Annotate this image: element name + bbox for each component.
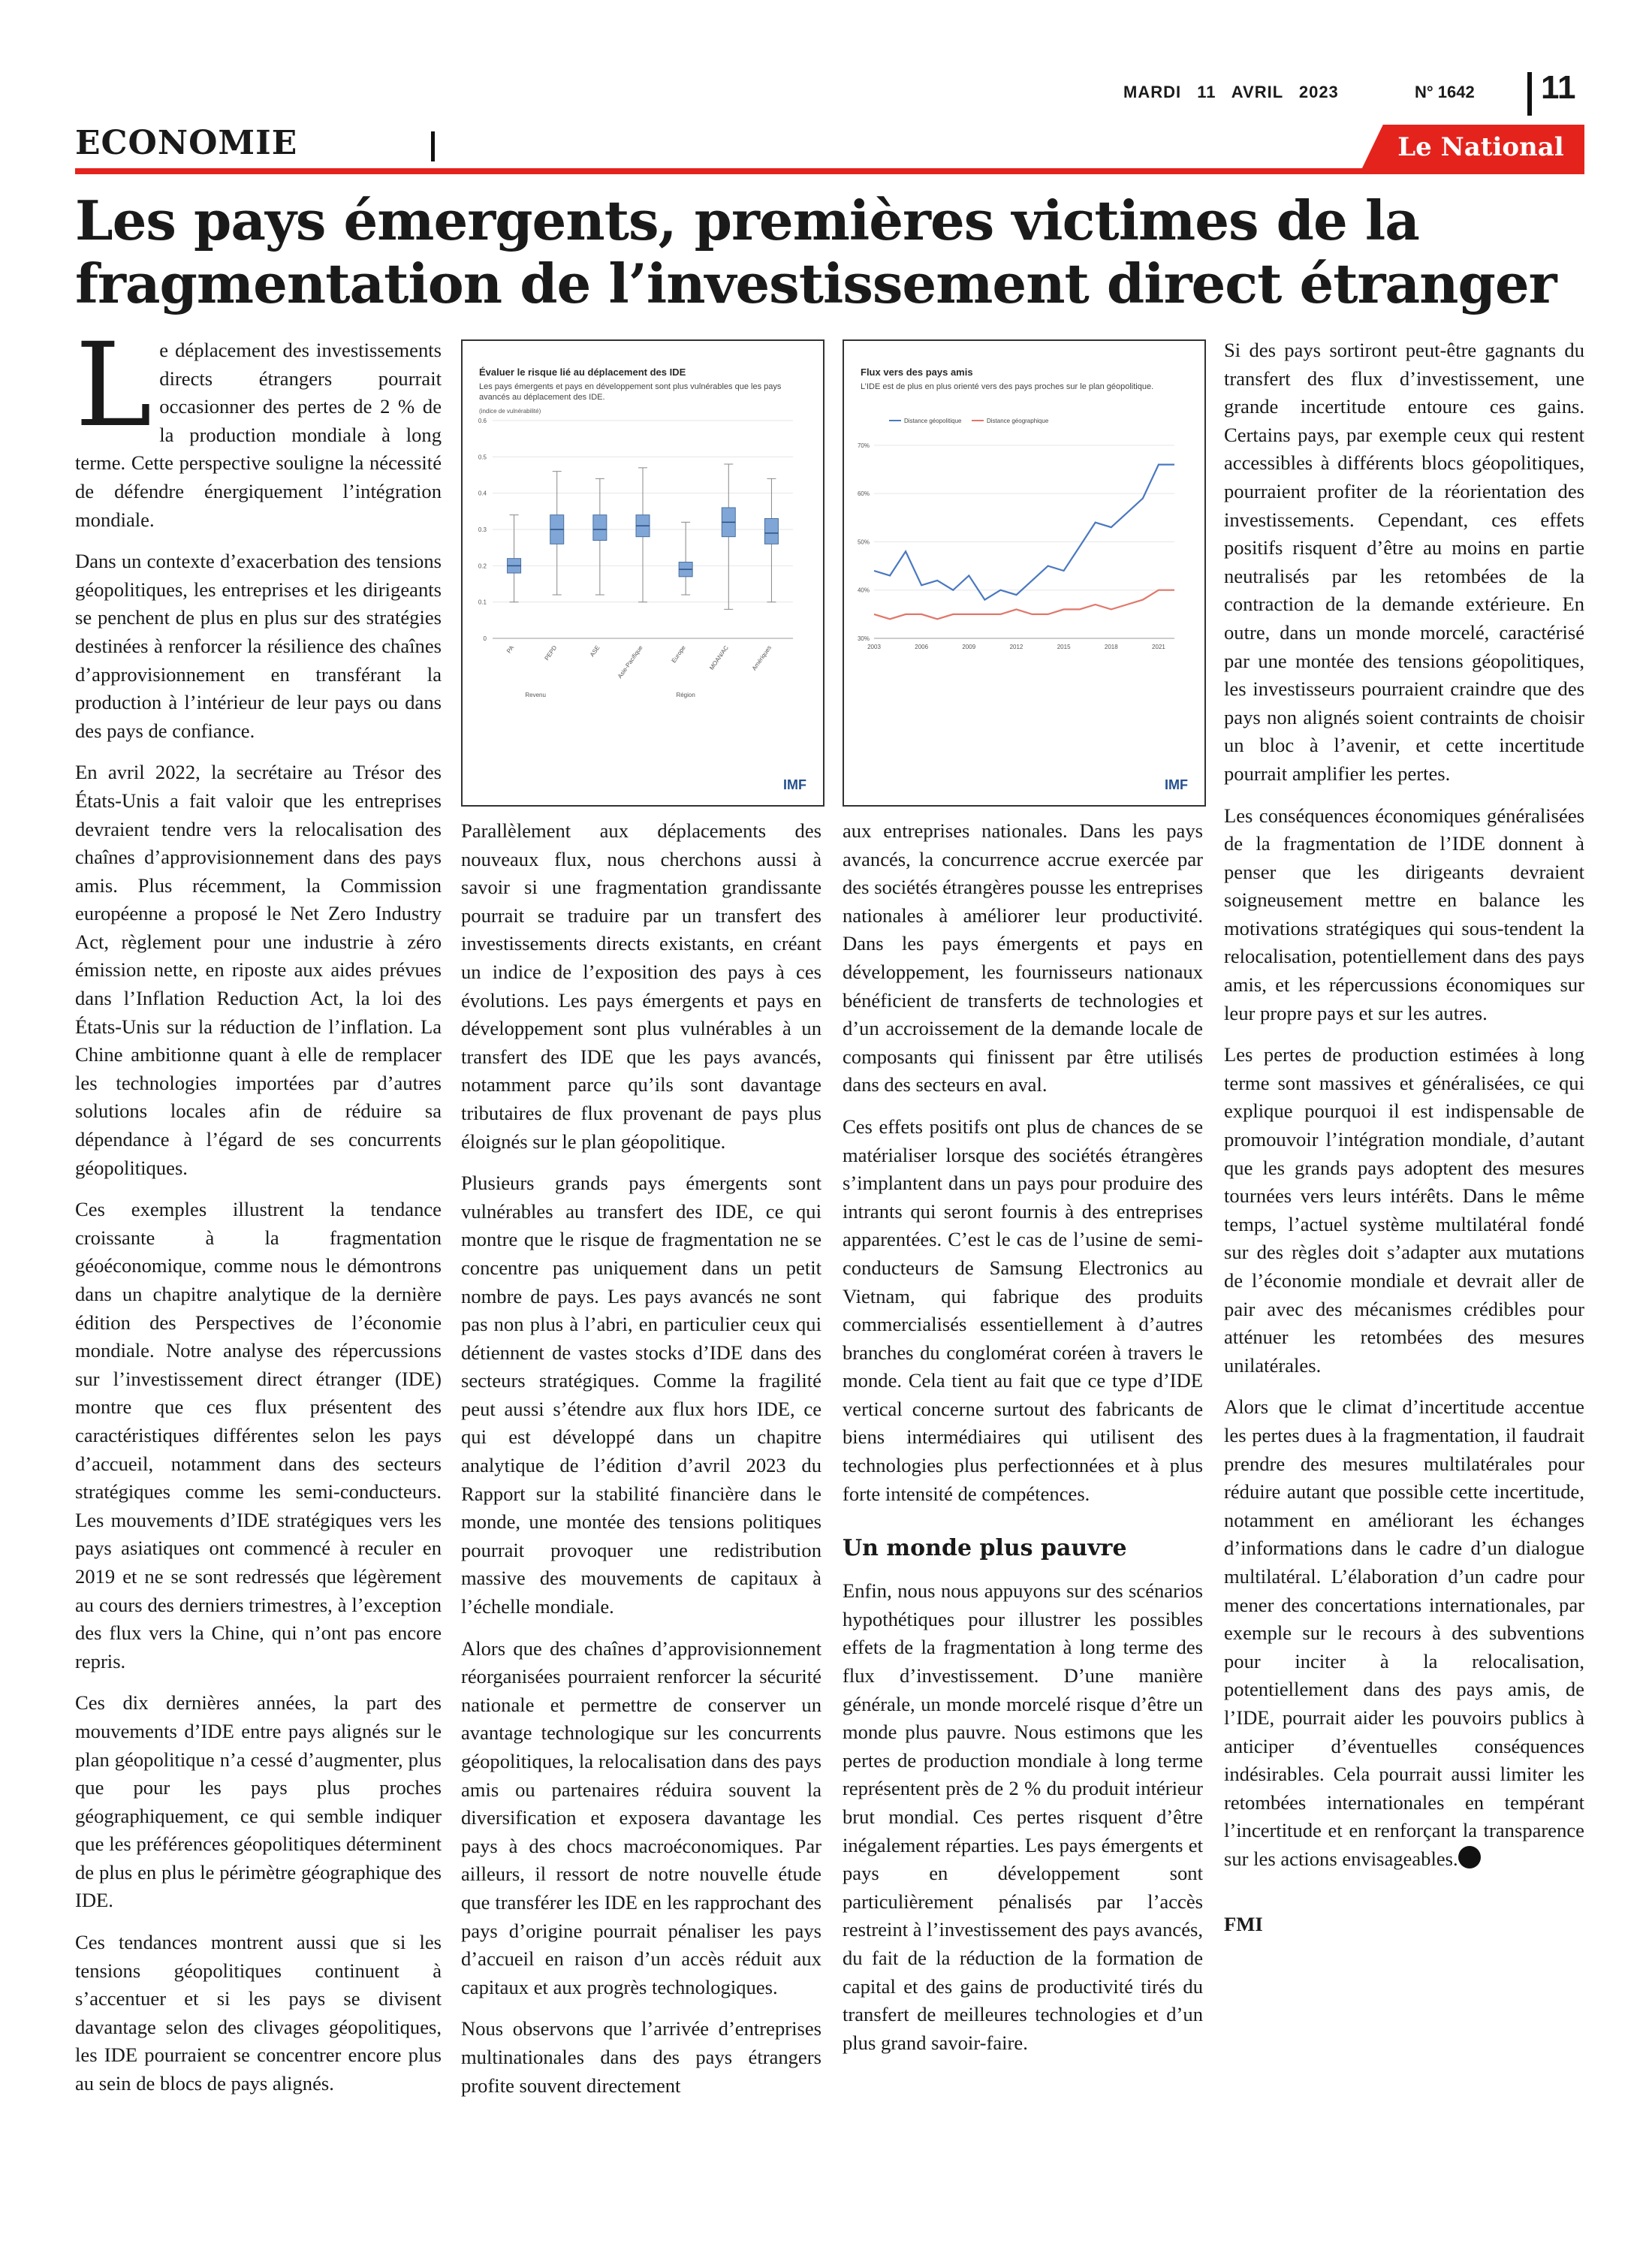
- paragraph: Alors que des chaînes d’approvisionnement réorganisées pourraient renforcer la sécurité nationale et permettre de conserver un avantage technologique sur les concurrents géopolitiques, la relocalisation dans des pays amis ou partenaires réduira souvent la diversification et exposera davantage les pays à des chocs macroéconomiques. Par ailleurs, il ressort de notre nouvelle étude que transférer les IDE en les rapprochant des pays d’origine pourrait pénaliser les pays d’accueil en raison d’un accès réduit aux capitaux et aux progrès technologiques.: [461, 1636, 821, 1998]
- article-column-4: [1224, 336, 1584, 1939]
- x-tick-label: MOAN/AC: [708, 644, 730, 671]
- section-title: ECONOMIE: [75, 124, 298, 162]
- section-divider: [431, 131, 435, 161]
- paragraph: [1224, 1393, 1584, 1873]
- x-tick-label: 2015: [1057, 644, 1071, 650]
- paragraph: aux entreprises nationales. Dans les pays avancés, la concurrence accrue exercée par des sociétés étrangères pousse les entreprises nationales à améliorer leur productivité. Dans les pays émergents et pays en développement, les fournisseurs nationaux bénéficient de transferts de technologies et d’un accroissement de la demande locale de composants qui finissent par être utilisés dans des secteurs en aval.: [843, 819, 1203, 1096]
- brand-name: Le National: [1397, 132, 1564, 162]
- x-tick-label: 2018: [1104, 644, 1118, 650]
- legend-label: Distance géographique: [987, 418, 1049, 424]
- paragraph: Enfin, nous nous appuyons sur des scénarios hypothétiques pour illustrer les possibles effets de la fragmentation à long terme des flux d’investissement. D’une manière générale, un monde morcelé risque d’être un monde plus pauvre. Nous estimons que les pertes de production mondiale à long terme représentent près de 2 % du produit intérieur brut mondial. Ces pertes risquent d’être inégalement réparties. Les pays émergents et pays en développement sont particulièrement pénalisés par l’accès restreint à l’investissement des pays avancés, du fait de la réduction de la formation de capital et des gains de productivité tirés du transfert de meilleures technologies et d’un plus grand savoir-faire.: [843, 1579, 1204, 2054]
- end-mark-icon: [1458, 1846, 1481, 1868]
- x-tick-label: Amériques: [750, 644, 773, 672]
- article-signature: FMI: [1224, 1913, 1263, 1936]
- drop-cap: L: [75, 318, 152, 453]
- imf-logo: IMF: [1165, 777, 1188, 792]
- paragraph: Dans un contexte d’exacerbation des tensions géopolitiques, les entreprises et les dirigeants se penchent de plus en plus sur des stratégies destinées à renforcer la résilience des chaînes d’approvisionnement en transférant la production à l’intérieur de leur pays ou dans des pays de confiance.: [75, 550, 442, 742]
- x-tick-label: 2009: [962, 644, 976, 650]
- paragraph: Plusieurs grands pays émergents sont vulnérables au transfert des IDE, ce qui montre que le risque de fragmentation ne se concentre pas uniquement dans un petit nombre de pays. Les pays avancés ne sont pas non plus à l’abri, en particulier ceux qui détiennent de vastes stocks d’IDE dans des secteurs stratégiques. Comme la fragilité peut aussi s’étendre aux flux hors IDE, ce qui est développé dans un chapitre analytique de l’édition d’avril 2023 du Rapport sur la stabilité financière dans le monde, une montée des tensions politiques pourrait provoquer une redistribution massive des mouvements de capitaux à l’échelle mondiale.: [461, 1172, 821, 1618]
- series-line: [874, 465, 1174, 600]
- y-tick-label: 0.5: [478, 454, 487, 461]
- y-tick-label: 0: [483, 635, 487, 642]
- y-tick-label: 60%: [857, 490, 870, 498]
- paragraph: Ces effets positifs ont plus de chances de se matérialiser lorsque des sociétés étrangères s’implantent dans un pays pour produire des intrants qui seront fournis à des entreprises apparentées. C’est le cas de l’usine de semi-conducteurs de Samsung Electronics au Vietnam, qui fabrique des produits commercialisés essentiellement à d’autres branches du conglomérat coréen à travers le monde. Cela tient au fait que ce type d’IDE vertical concerne surtout des fabricants de biens intermédiaires qui utilisent des technologies plus perfectionnées et à plus forte intensité de compétences.: [843, 1114, 1203, 1505]
- figure-friendly-flows-chart: [843, 339, 1206, 807]
- chart-subtitle: L’IDE est de plus en plus orienté vers des pays proches sur le plan géopolitique.: [861, 382, 1154, 391]
- paragraph: [75, 318, 442, 534]
- chart-title: Flux vers des pays amis: [861, 366, 973, 378]
- x-tick-label: Europe: [670, 644, 687, 665]
- y-tick-label: 50%: [857, 538, 870, 546]
- paragraph: Ces tendances montrent aussi que si les tensions géopolitiques continuent à s’accentuer et si les pays se divisent davantage selon des clivages géopolitiques, les IDE pourraient se concentrer encore plus au sein de blocs de pays alignés.: [75, 1931, 442, 2095]
- paragraph: Les pertes de production estimées à long terme sont massives et généralisées, ce qui explique pourquoi il est indispensable de promouvoir l’intégration mondiale, d’autant que les grands pays adoptent des mesures tournées vers leurs intérêts. Dans le même temps, l’actuel système multilatéral fondé sur des règles doit s’adapter aux mutations de l’économie mondiale et devrait aller de pair avec des mécanismes crédibles pour atténuer les retombées des mesures unilatérales.: [1224, 1043, 1584, 1377]
- y-tick-label: 70%: [857, 442, 870, 449]
- y-tick-label: 0.6: [478, 418, 487, 424]
- imf-logo: IMF: [783, 777, 806, 792]
- issue-date: MARDI 11 AVRIL 2023: [1123, 83, 1339, 101]
- paragraph: Si des pays sortiront peut-être gagnants du transfert des flux d’investissement, une grande incertitude entoure ces gains. Certains pays, par exemple ceux qui restent accessibles à différents blocs géopolitiques, pourraient profiter de la réorientation des investissements. Cependant, ces effets positifs risquent d’être au moins en partie neutralisés par les retombées de la contraction de la demande extérieure. En outre, dans un monde morcelé, caractérisé par une montée des tensions géopolitiques, les investisseurs pourraient craindre que des pays non alignés soient contraints de choisir un bloc à l’avenir, et cette incertitude pourrait amplifier les pertes.: [1224, 339, 1584, 785]
- x-tick-label: 2012: [1009, 644, 1023, 650]
- article-column-3: [843, 817, 1203, 2071]
- box-plot-chart: [463, 408, 820, 728]
- legend-label: Distance géopolitique: [904, 418, 962, 424]
- article-column-2: [461, 817, 821, 2113]
- line-chart: [844, 413, 1201, 728]
- page-number: 11: [1541, 69, 1576, 106]
- figure-vulnerability-chart: [461, 339, 824, 807]
- y-tick-label: 0.1: [478, 599, 487, 606]
- box: [764, 519, 778, 544]
- x-tick-label: Asie-Pacifique: [616, 644, 644, 680]
- x-tick-label: ASE: [588, 644, 601, 659]
- y-tick-label: 0.2: [478, 562, 487, 570]
- box: [593, 515, 607, 541]
- y-tick-label: 30%: [857, 635, 870, 642]
- section-subheading: Un monde plus pauvre: [843, 1535, 1127, 1562]
- chart-title: Évaluer le risque lié au déplacement des IDE: [479, 366, 686, 378]
- x-tick-label: 2003: [867, 644, 881, 650]
- group-label: Revenu: [525, 692, 546, 698]
- y-axis-label: (indice de vulnérabilité): [479, 408, 541, 415]
- y-tick-label: 40%: [857, 587, 870, 594]
- paragraph: En avril 2022, la secrétaire au Trésor des États-Unis a fait valoir que les entreprises devraient tendre vers la relocalisation des chaînes d’approvisionnement dans des pays amis. Plus récemment, la Commission européenne a proposé le Net Zero Industry Act, règlement pour une industrie à zéro émission nette, en riposte aux aides prévues dans l’Inflation Reduction Act, la loi des États-Unis sur la réduction de l’inflation. La Chine ambitionne quant à elle de remplacer les technologies importées par d’autres solutions locales afin de réduire sa dépendance à l’égard de ses concurrents géopolitiques.: [75, 761, 442, 1179]
- x-tick-label: 2021: [1152, 644, 1165, 650]
- article-headline: Les pays émergents, premières victimes de la fragmentation de l’investissement direct étranger: [75, 189, 1557, 315]
- x-tick-label: 2006: [915, 644, 929, 650]
- chart-subtitle: Les pays émergents et pays en développement sont plus vulnérables que les pays avancés au déplacement des IDE.: [479, 382, 782, 402]
- paragraph-text: Alors que le climat d’incertitude accentue les pertes dues à la fragmentation, il faudrait prendre des mesures multilatérales pour réduire autant que possible cette incertitude, notamment en améliorant les échanges d’informations dans le cadre d’un dialogue multilatéral. L’élaboration d’un cadre pour mener des concertations internationales, par exemple sur le recours à des subventions pour inciter à la relocalisation, potentiellement dans des pays amis, de l’IDE, pourrait aider les pouvoirs publics à anticiper d’éventuelles conséquences indésirables. Cela pourrait aussi limiter les retombées internationales en tempérant l’incertitude et en renforçant la transparence sur les actions envisageables.: [1224, 1395, 1584, 1870]
- paragraph: Ces exemples illustrent la tendance croissante à la fragmentation géoéconomique, comme nous le démontrons dans un chapitre analytique de la dernière édition des Perspectives de l’économie mondiale. Notre analyse des répercussions sur l’investissement direct étranger (IDE) montre que ces flux présentent des caractéristiques différentes selon les pays d’accueil, notamment dans des secteurs stratégiques comme les semi-conducteurs. Les mouvements d’IDE stratégiques vers les pays asiatiques ont commencé à reculer en 2019 et ne se sont redressés que légèrement au cours des derniers trimestres, à l’exception des flux vers la Chine, qui n’ont pas encore repris.: [75, 1198, 442, 1672]
- paragraph: Les conséquences économiques généralisées de la fragmentation de l’IDE donnent à penser que les dirigeants devraient soigneusement mettre en balance les motivations stratégiques qui sous-tendent la relocalisation, potentiellement dans des pays amis, et les répercussions économiques sur leur propre pays et sur les autres.: [1224, 804, 1584, 1024]
- x-tick-label: PA: [505, 644, 516, 655]
- article-column-1: [75, 318, 442, 2112]
- issue-number: N° 1642: [1415, 83, 1475, 101]
- y-tick-label: 0.3: [478, 526, 487, 533]
- paragraph: Ces dix dernières années, la part des mouvements d’IDE entre pays alignés sur le plan géopolitique n’a cessé d’augmenter, plus que pour les pays plus proches géographiquement, ce qui semble indiquer que les préférences géopolitiques déterminent de plus en plus le périmètre géographique des IDE.: [75, 1691, 442, 1912]
- y-tick-label: 0.4: [478, 490, 487, 497]
- paragraph-text: e déplacement des investissements directs étrangers pourrait occasionner des pertes de 2 % de la production mondiale à long terme. Cette perspective souligne la nécessité de défendre énergiquement l’intégration mondiale.: [75, 339, 442, 531]
- paragraph: Parallèlement aux déplacements des nouveaux flux, nous cherchons aussi à savoir si une fragmentation grandissante pourrait se traduire par un transfert des investissements directs existants, en créant un indice de l’exposition des pays à ces évolutions. Les pays émergents et pays en développement sont plus vulnérables à un transfert des IDE que les pays avancés, notamment parce qu’ils sont davantage tributaires de flux provenant de pays plus éloignés sur le plan géopolitique.: [461, 819, 821, 1153]
- group-label: Région: [676, 692, 695, 698]
- paragraph: Nous observons que l’arrivée d’entreprises multinationales dans des pays étrangers profite souvent directement: [461, 2017, 821, 2097]
- page-divider: [1527, 72, 1532, 116]
- x-tick-label: PEPD: [543, 644, 559, 662]
- header-rule: [75, 168, 1584, 174]
- series-line: [874, 590, 1174, 620]
